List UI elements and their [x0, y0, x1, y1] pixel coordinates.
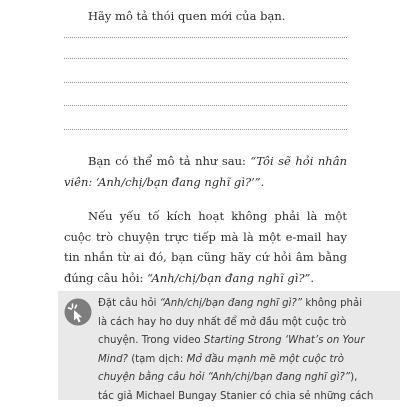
- tip-line: Mind? (tạm dịch: Mở đầu mạnh mẽ một cuộc trò: [98, 353, 344, 365]
- cursor-click-icon: [64, 298, 92, 326]
- writing-line: [64, 58, 347, 59]
- trigger-paragraph: Nếu yếu tố kích hoạt không phải là một cuộc trò chuyện trực tiếp mà là một e-mail hay tin nhắn từ ai đó, bạn cũng hãy cứ hỏi âm bằng đúng câu hỏi: “Anh/chị/bạn đang nghĩ gì?”.: [64, 209, 347, 285]
- tip-line: chuyện bằng câu hỏi “Anh/chị/bạn đang nghĩ gì?”),: [98, 372, 358, 384]
- example-paragraph: Bạn có thể mô tả như sau: “Tôi sẽ hỏi nhân viên: ‘Anh/chị/bạn đang nghĩ gì?’”.: [64, 154, 347, 189]
- exercise-prompt: Hãy mô tả thói quen mới của bạn.: [88, 9, 286, 23]
- writing-lines: [64, 0, 347, 140]
- writing-line: [64, 37, 347, 38]
- tip-line: Đặt câu hỏi “Anh/chị/bạn đang nghĩ gì?” không phải: [98, 298, 363, 309]
- example-quote: “Tôi sẽ hỏi nhân viên: ‘Anh/chị/bạn đang nghĩ gì?’”: [64, 154, 347, 189]
- trigger-quote: “Anh/chị/bạn đang nghĩ gì?”: [147, 270, 311, 285]
- writing-line: [64, 82, 347, 83]
- tip-line: là cách hay ho duy nhất để mở đầu một cuộc trò: [98, 316, 347, 328]
- writing-line: [64, 129, 347, 130]
- writing-line: [64, 105, 347, 106]
- tip-line: tác giả Michael Bungay Stanier có chia sẻ những cách: [98, 390, 374, 402]
- tip-line: chuyện. Trong video Starting Strong ‘What’s on Your: [98, 335, 365, 347]
- tip-text: [98, 295, 398, 407]
